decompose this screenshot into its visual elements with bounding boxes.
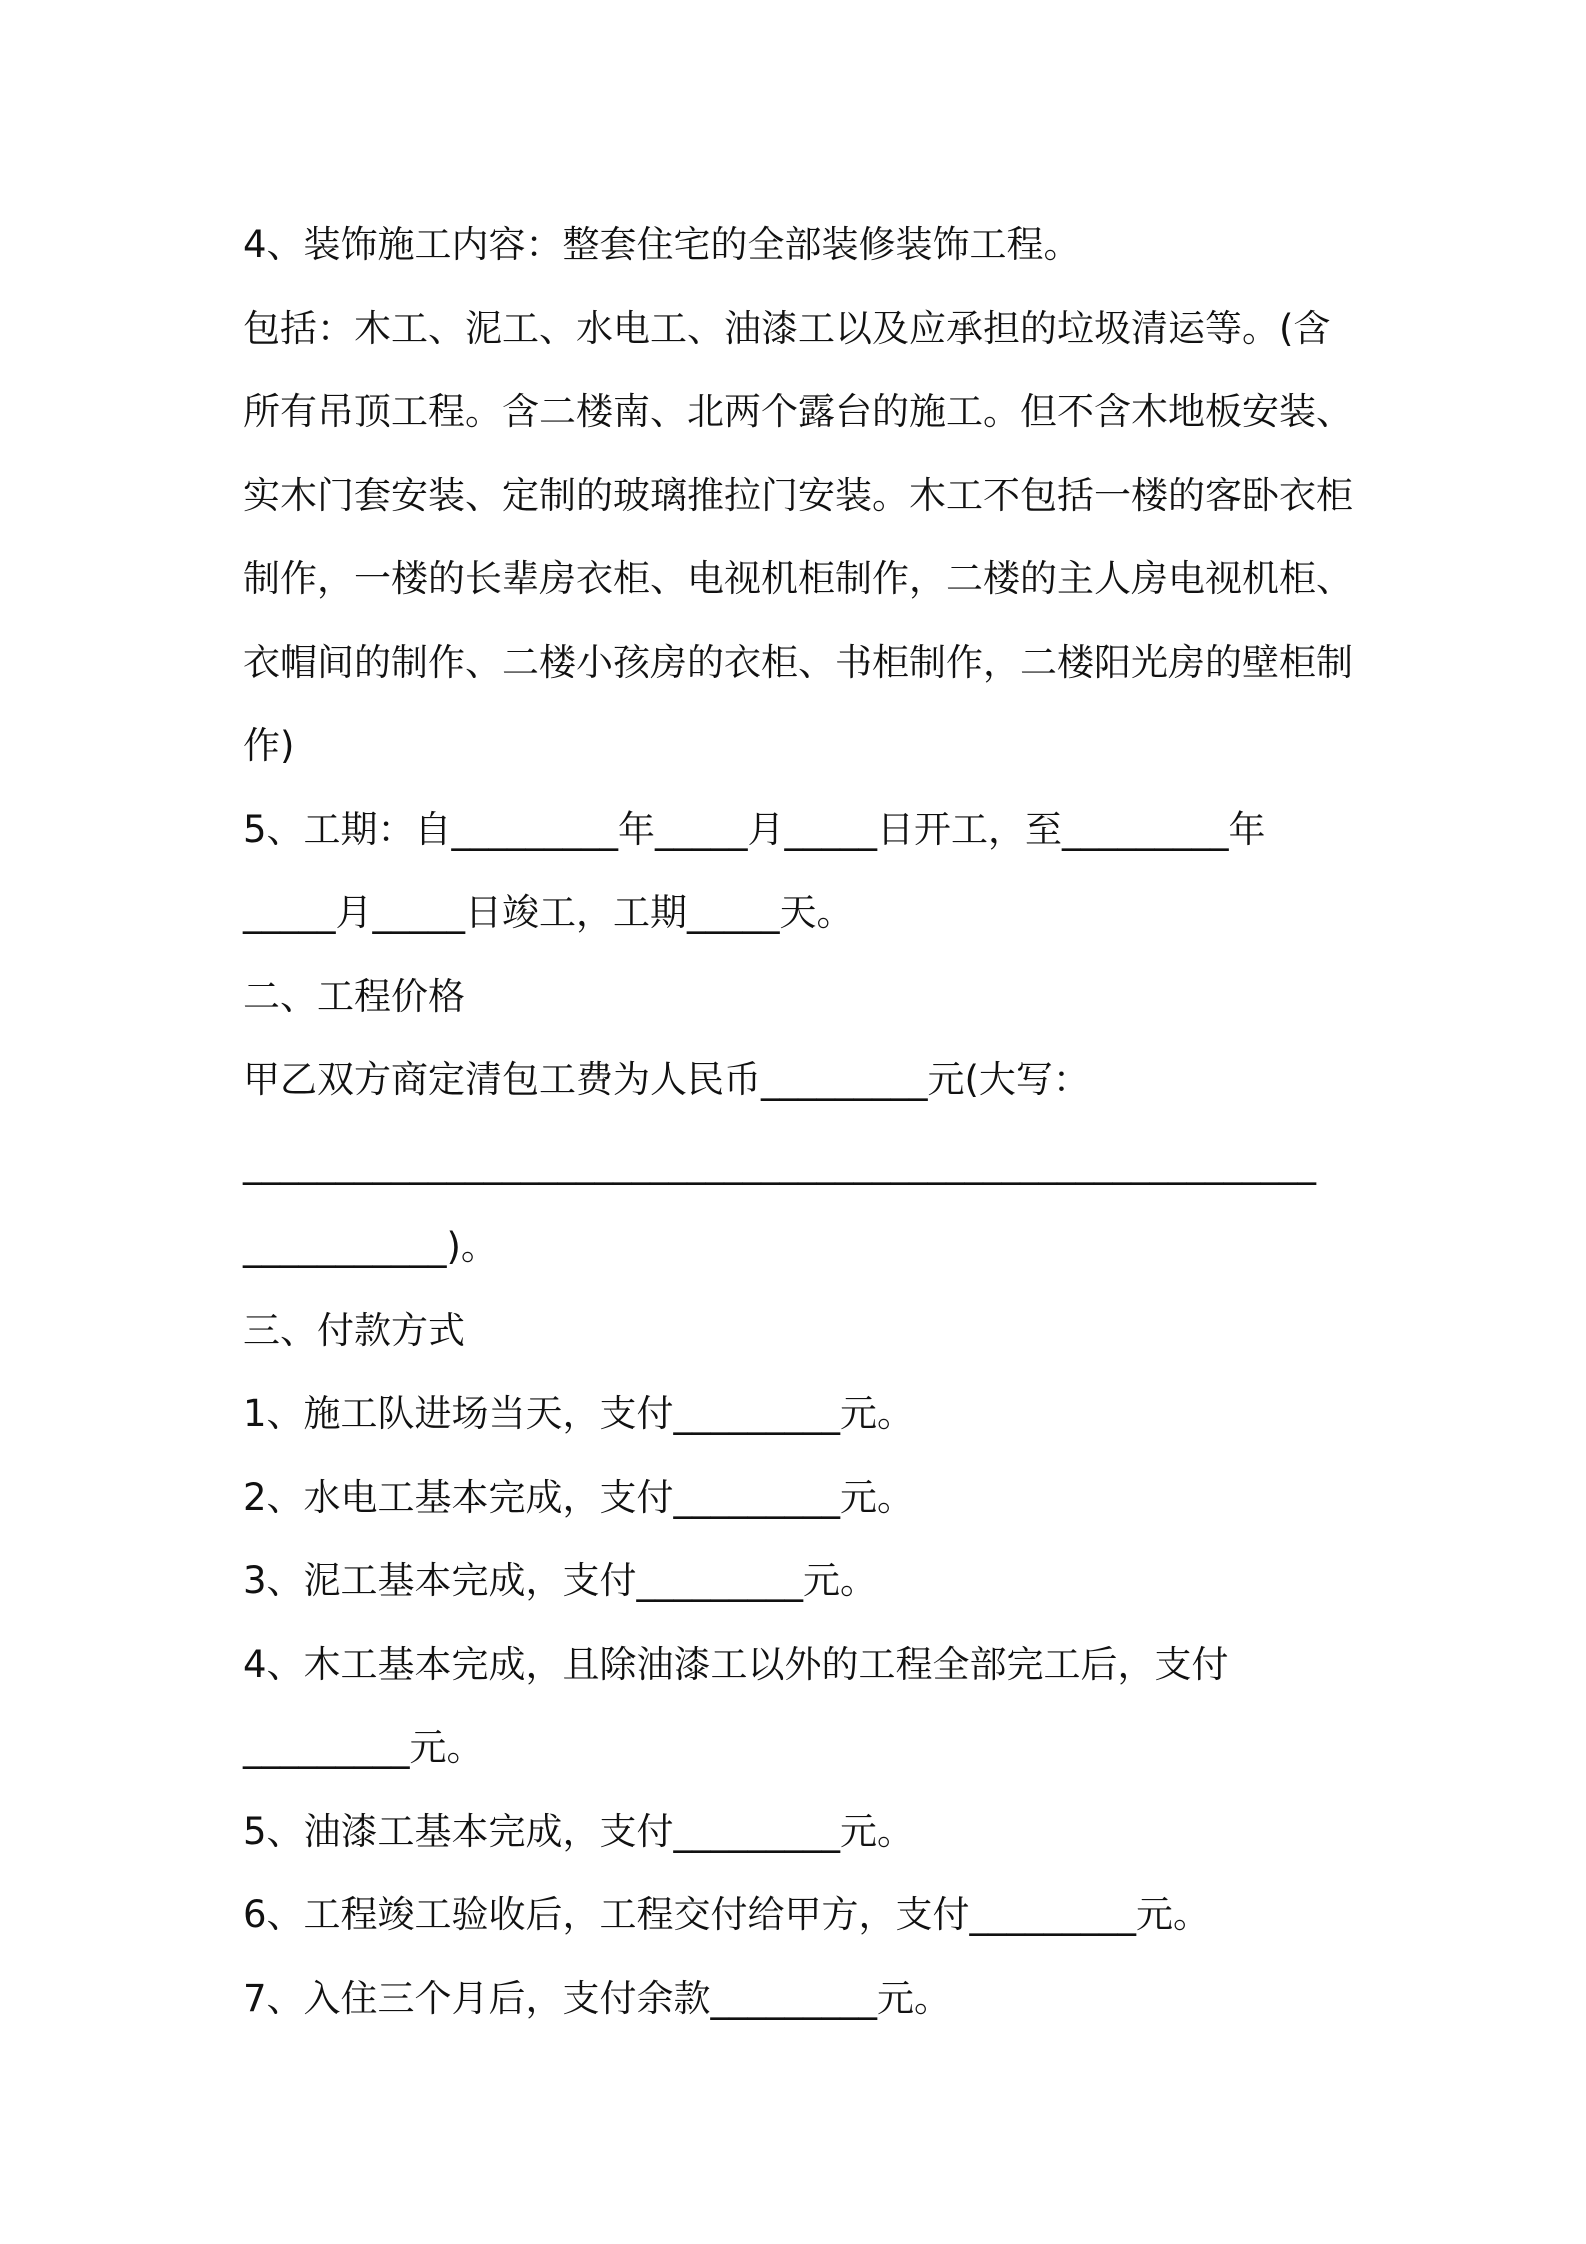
price-line-3: ___________)。: [243, 1225, 498, 1268]
payment-item-4-line-1: 4、木工基本完成，且除油漆工以外的工程全部完工后，支付: [243, 1642, 1229, 1686]
clause-4-detail-line-3: 实木门套安装、定制的玻璃推拉门安装。木工不包括一楼的客卧衣柜: [243, 473, 1353, 517]
price-line-2: __________________________________________________________: [243, 1141, 1316, 1185]
price-line-1: 甲乙双方商定清包工费为人民币_________元(大写：: [243, 1058, 1090, 1101]
clause-4-content: 4、装饰施工内容：整套住宅的全部装修装饰工程。: [243, 223, 1081, 266]
section-3-heading: 三、付款方式: [243, 1308, 465, 1352]
clause-5-period-line-2: _____月_____日竣工，工期_____天。: [243, 891, 854, 934]
section-2-heading: 二、工程价格: [243, 974, 465, 1018]
clause-4-detail-line-1: 包括：木工、泥工、水电工、油漆工以及应承担的垃圾清运等。(含: [243, 306, 1331, 350]
clause-4-detail-line-5: 衣帽间的制作、二楼小孩房的衣柜、书柜制作，二楼阳光房的壁柜制: [243, 640, 1353, 684]
clause-4-detail-line-6: 作): [243, 724, 295, 767]
document-body: [243, 203, 1363, 2040]
payment-item-1: 1、施工队进场当天，支付_________元。: [243, 1392, 915, 1435]
payment-item-5: 5、油漆工基本完成，支付_________元。: [243, 1809, 915, 1853]
clause-4-detail-line-4: 制作，一楼的长辈房衣柜、电视机柜制作，二楼的主人房电视机柜、: [243, 557, 1353, 600]
clause-4-detail-line-2: 所有吊顶工程。含二楼南、北两个露台的施工。但不含木地板安装、: [243, 390, 1353, 433]
payment-item-7: 7、入住三个月后，支付余款_________元。: [243, 1976, 952, 2020]
payment-item-3: 3、泥工基本完成，支付_________元。: [243, 1559, 878, 1602]
payment-item-4-line-2: _________元。: [243, 1726, 484, 1769]
payment-item-6: 6、工程竣工验收后，工程交付给甲方，支付_________元。: [243, 1893, 1211, 1936]
clause-5-period-line-1: 5、工期：自_________年_____月_____日开工，至_________年: [243, 807, 1266, 851]
payment-item-2: 2、水电工基本完成，支付_________元。: [243, 1475, 915, 1519]
